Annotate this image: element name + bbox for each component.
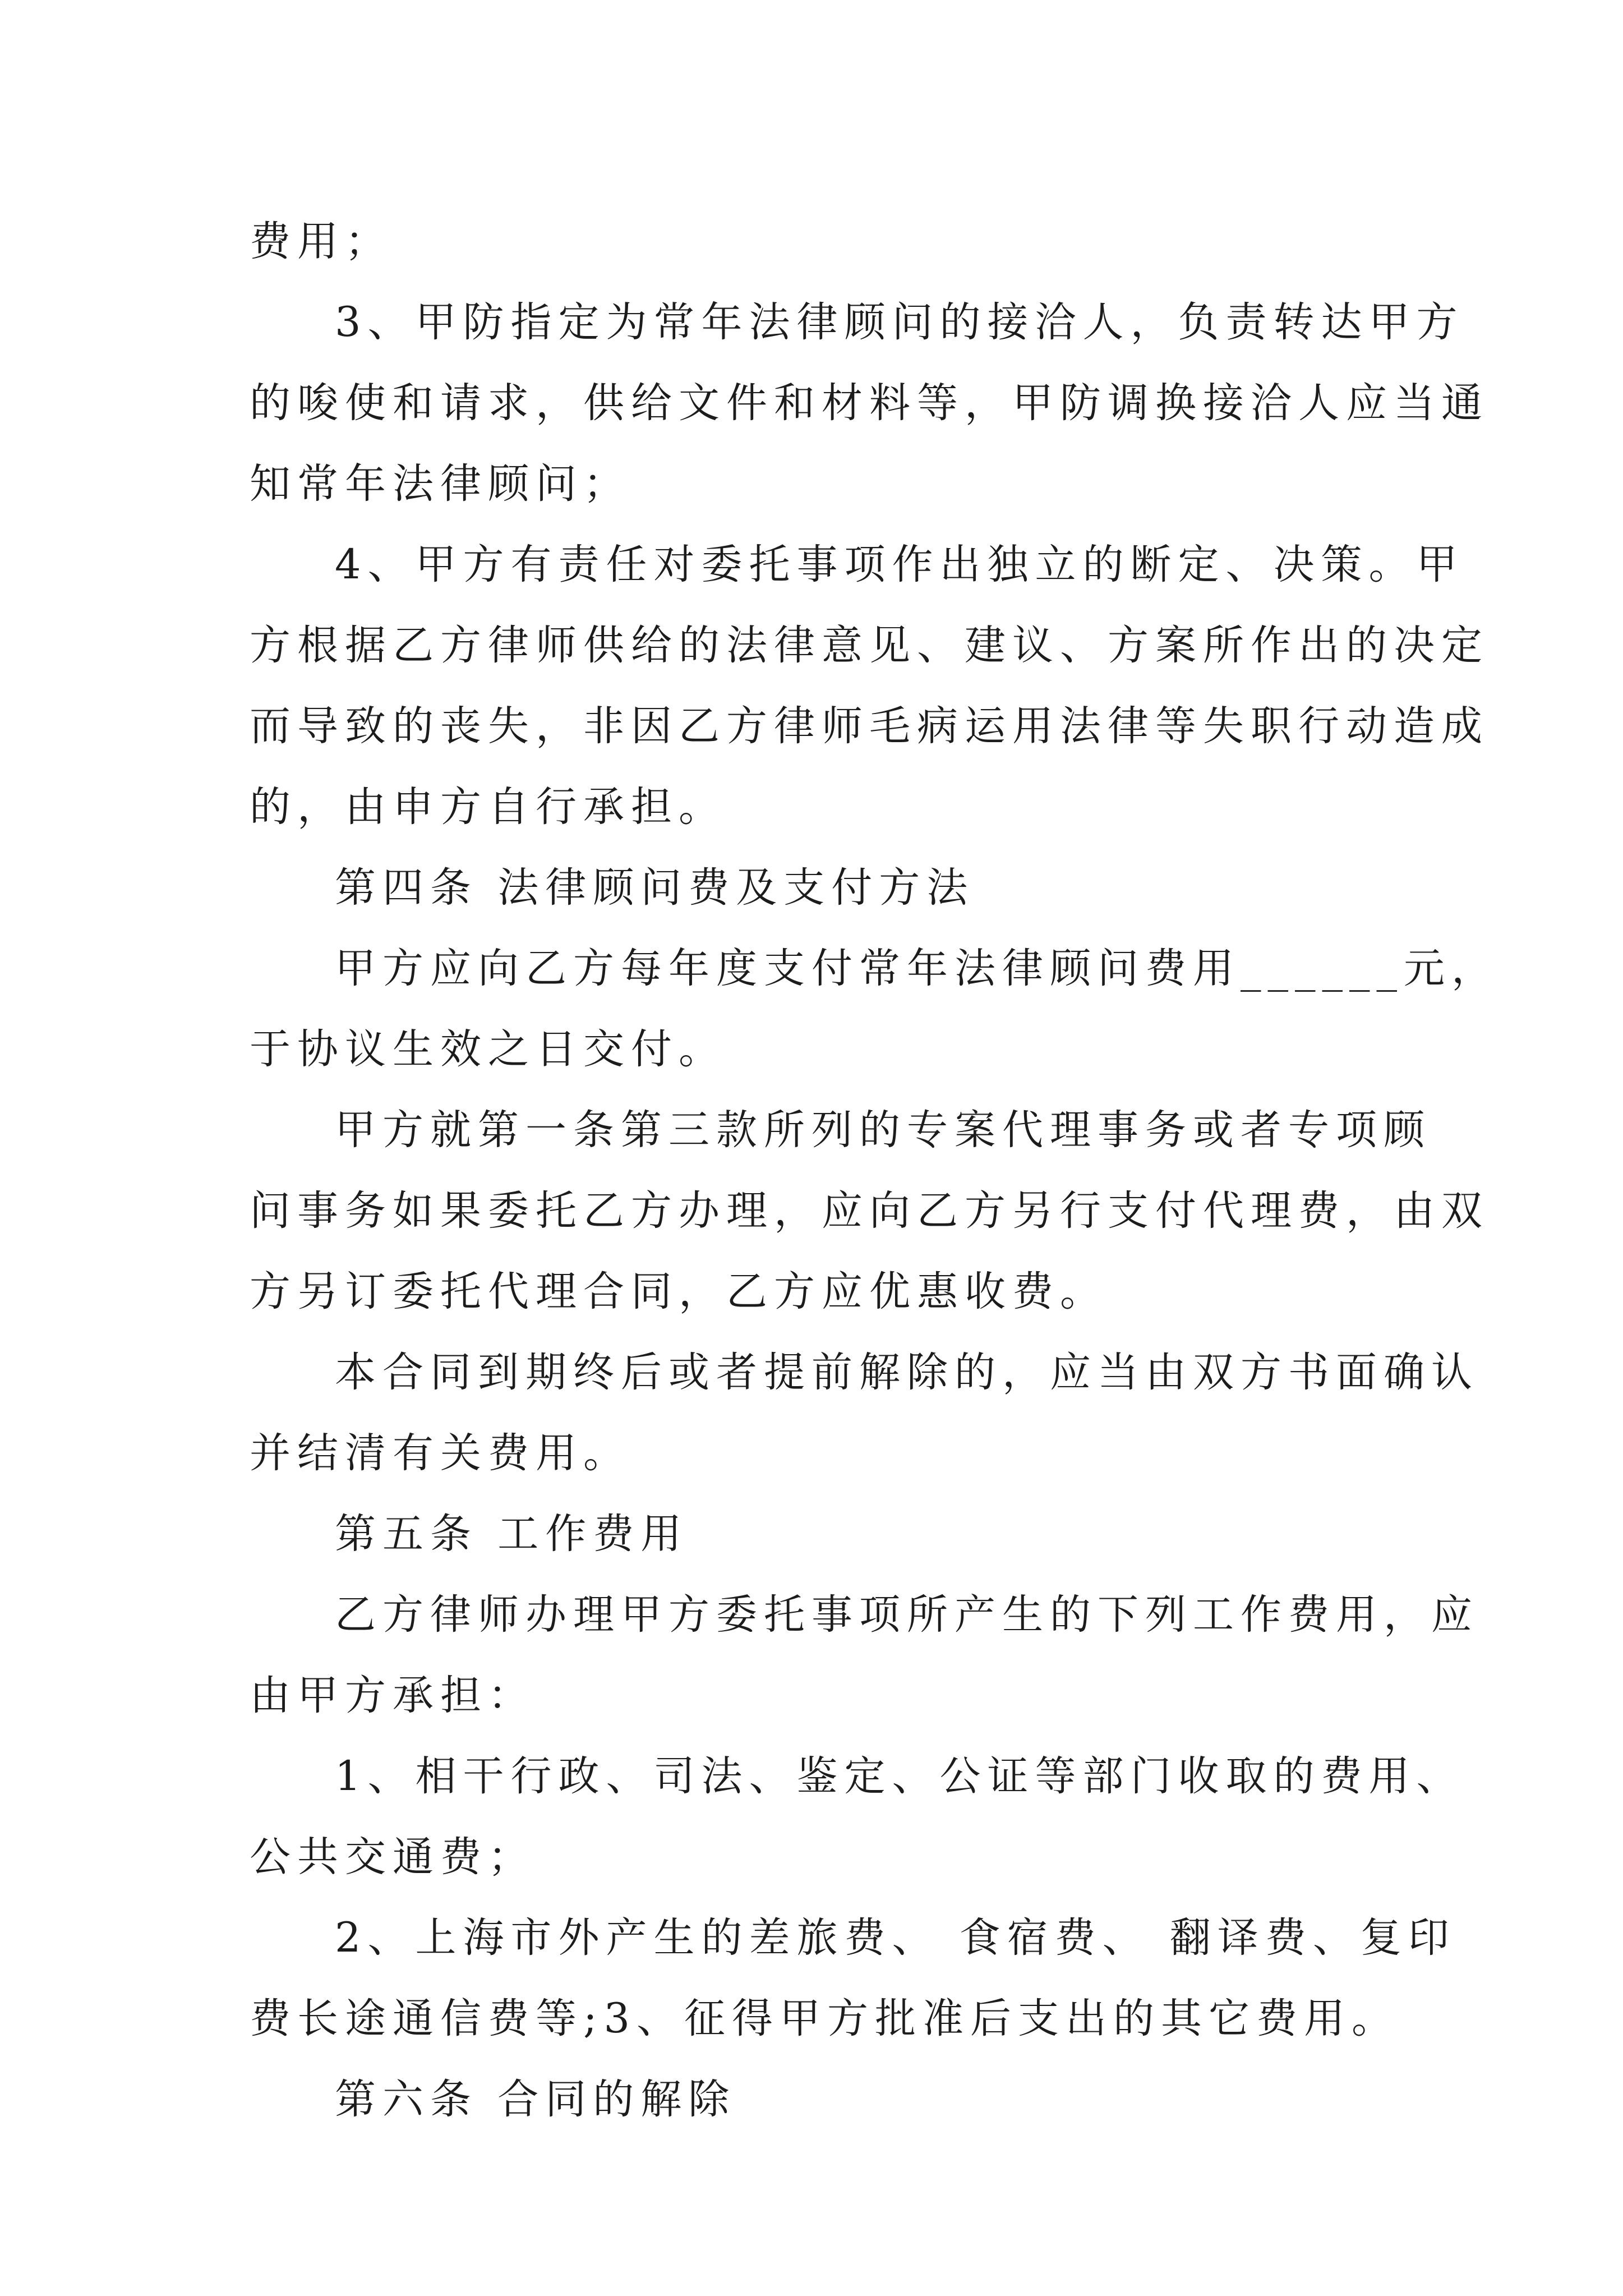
section-heading-4: 第四条 法律顾问费及支付方法 [335,864,975,912]
section-heading-5: 第五条 工作费用 [335,1510,689,1558]
text-line-3: 的唆使和请求，供给文件和材料等，甲防调换接洽人应当通 [250,379,1489,427]
text-line-15: 本合同到期终后或者提前解除的，应当由双方书面确认 [335,1349,1479,1396]
text-line-13: 问事务如果委托乙方办理，应向乙方另行支付代理费，由双 [250,1187,1489,1235]
text-line-4: 知常年法律顾问； [250,460,631,508]
text-line-20: 1、相干行政、司法、鉴定、公证等部门收取的费用、 [335,1752,1464,1800]
text-line-23: 费长途通信费等;3、征得甲方批准后支出的其它费用。 [250,1995,1400,2042]
text-line-7: 而导致的丧失，非因乙方律师毛病运用法律等失职行动造成 [250,702,1489,750]
text-line-10: 甲方应向乙方每年度支付常年法律顾问费用______元， [335,945,1499,992]
text-line-11: 于协议生效之日交付。 [250,1025,726,1073]
text-line-2: 3、甲防指定为常年法律顾问的接洽人，负责转达甲方 [335,298,1464,346]
section-heading-6: 第六条 合同的解除 [335,2076,736,2123]
text-line-1: 费用； [250,218,393,265]
text-line-6: 方根据乙方律师供给的法律意见、建议、方案所作出的决定 [250,622,1489,669]
text-line-18: 乙方律师办理甲方委托事项所产生的下列工作费用，应 [335,1591,1479,1639]
text-line-8: 的，由申方自行承担。 [250,783,726,831]
text-line-19: 由甲方承担： [250,1672,536,1719]
text-line-21: 公共交通费； [250,1833,536,1881]
text-line-22: 2、上海市外产生的差旅费、 食宿费、 翻译费、复印 [335,1914,1456,1962]
text-line-16: 并结清有关费用。 [250,1429,631,1477]
text-line-12: 甲方就第一条第三款所列的专案代理事务或者专项顾 [335,1106,1431,1154]
text-line-14: 方另订委托代理合同，乙方应优惠收费。 [250,1268,1108,1315]
text-line-5: 4、甲方有责任对委托事项作出独立的断定、决策。甲 [335,541,1464,588]
